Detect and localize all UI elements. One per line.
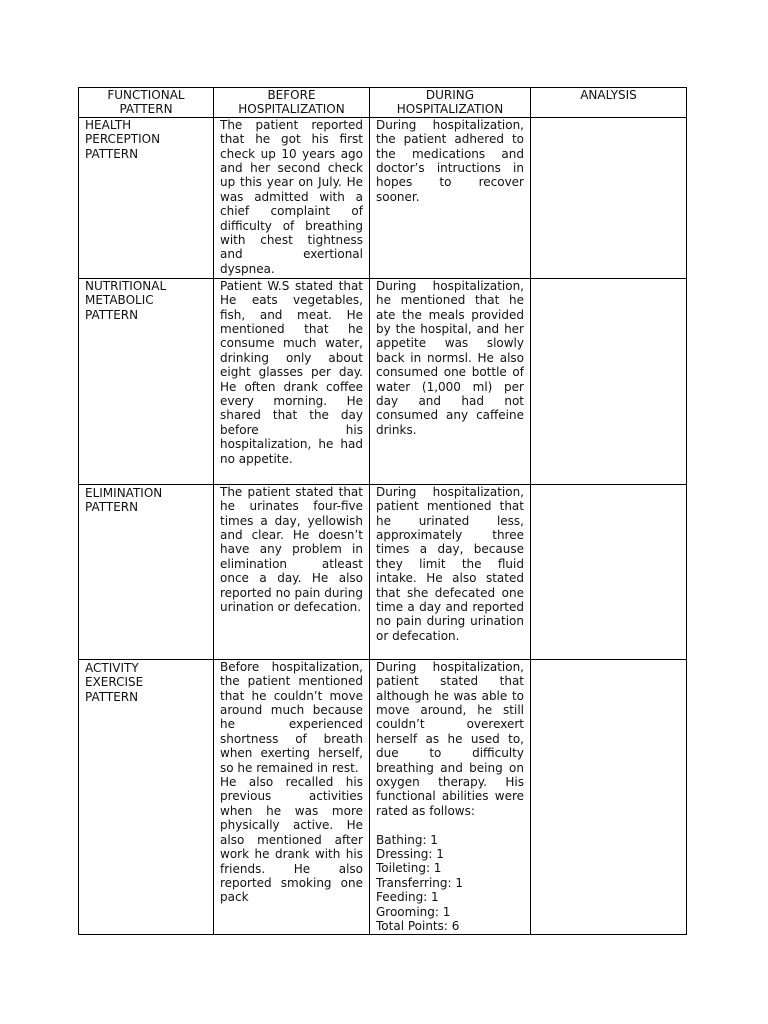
functional-ability-total: Total Points: 6 — [376, 919, 460, 934]
header-functional-pattern: FUNCTIONAL PATTERN — [79, 88, 214, 118]
functional-ability-item: Grooming: 1 — [376, 904, 451, 919]
row-activity-exercise — [79, 659, 687, 934]
pattern-label: ELIMINATION PATTERN — [79, 484, 214, 659]
row-nutritional-metabolic — [79, 278, 687, 484]
before-cell: Patient W.S stated that He eats vegetables, fish, and meat. He mentioned that he consume much water, drinking only about eight glasses per day. He often drank coffee every morning. He shared that the day before his hospitalization, he had no appetite. — [214, 278, 370, 484]
pattern-label: NUTRITIONAL METABOLIC PATTERN — [79, 278, 214, 484]
during-cell: During hospitalization, he mentioned that he ate the meals provided by the hospital, and her appetite was slowly back in normsl. He also consumed one bottle of water (1,000 ml) per day and had not consumed any caffeine drinks. — [370, 278, 531, 484]
functional-ability-item: Bathing: 1 — [376, 832, 438, 847]
before-cell: Before hospitalization, the patient mentioned that he couldn’t move around much because he experienced shortness of breath when exerting herself, so he remained in rest. He also recalled his previous activities when he was more physically active. He also mentioned after work he drank with his friends. He also reported smoking one pack — [214, 659, 370, 934]
during-cell: During hospitalization, patient stated that although he was able to move around, he still couldn’t overexert herself as he used to, due to difficulty breathing and being on oxygen therapy. His functional abilities were rated as follows: Bathing: 1 Dressing: 1 Toileting: 1 Transferring: 1 Feeding: 1 Grooming: 1 Total Points: 6 — [370, 659, 531, 934]
analysis-cell — [531, 278, 687, 484]
functional-ability-item: Toileting: 1 — [376, 861, 442, 876]
header-before-hospitalization: BEFORE HOSPITALIZATION — [214, 88, 370, 118]
pattern-label: ACTIVITY EXERCISE PATTERN — [79, 659, 214, 934]
functional-ability-item: Transferring: 1 — [376, 875, 464, 890]
header-row — [79, 88, 687, 118]
row-elimination — [79, 484, 687, 659]
functional-ability-item: Dressing: 1 — [376, 847, 444, 862]
functional-pattern-table — [78, 87, 687, 935]
functional-ability-item: Feeding: 1 — [376, 890, 439, 905]
pattern-label: HEALTH PERCEPTION PATTERN — [79, 117, 214, 278]
before-cell: The patient reported that he got his first check up 10 years ago and her second check up this year on July. He was admitted with a chief complaint of difficulty of breathing with chest tightness and exertional dyspnea. — [214, 117, 370, 278]
header-during-hospitalization: DURING HOSPITALIZATION — [370, 88, 531, 118]
analysis-cell — [531, 659, 687, 934]
header-analysis: ANALYSIS — [531, 88, 687, 118]
during-cell: During hospitalization, patient mentioned that he urinated less, approximately three times a day, because they limit the fluid intake. He also stated that she defecated one time a day and reported no pain during urination or defecation. — [370, 484, 531, 659]
analysis-cell — [531, 484, 687, 659]
analysis-cell — [531, 117, 687, 278]
before-cell: The patient stated that he urinates four-five times a day, yellowish and clear. He doesn’t have any problem in elimination atleast once a day. He also reported no pain during urination or defecation. — [214, 484, 370, 659]
row-health-perception — [79, 117, 687, 278]
during-cell: During hospitalization, the patient adhered to the medications and doctor’s intructions in hopes to recover sooner. — [370, 117, 531, 278]
